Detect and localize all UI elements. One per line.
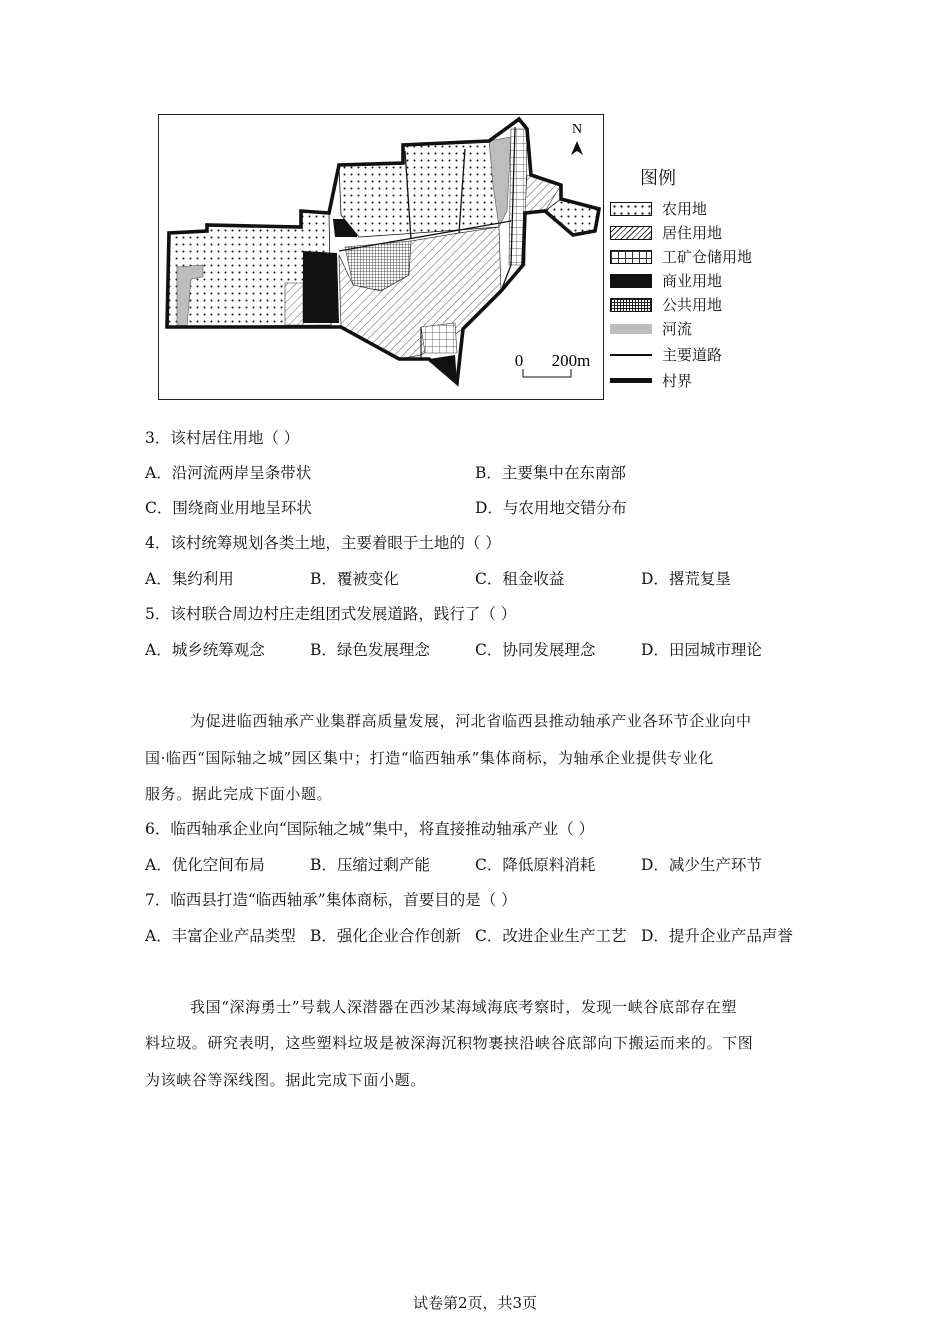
industrial-south [421, 323, 457, 353]
passage1-line2: 国·临西“国际轴之城”园区集中；打造“临西轴承”集体商标，为轴承企业提供专业化 [145, 749, 714, 767]
passage1-line1: 为促进临西轴承产业集群高质量发展，河北省临西县推动轴承产业各环节企业向中 [190, 712, 752, 730]
dotted-swatch-icon [610, 202, 652, 216]
q7-option-a: A．丰富企业产品类型 [145, 927, 296, 945]
q5-option-b: B．绿色发展理念 [310, 641, 430, 659]
q6-stem: 6．临西轴承企业向“国际轴之城”集中，将直接推动轴承产业（ ） [145, 820, 595, 838]
scale-bar [523, 369, 571, 377]
passage2-line3: 为该峡谷等深线图。据此完成下面小题。 [145, 1071, 426, 1089]
q3-option-d: D．与农用地交错分布 [475, 499, 627, 517]
q6-option-b: B．压缩过剩产能 [310, 856, 430, 874]
farmland-north [339, 141, 503, 237]
thin-line-swatch-icon [610, 354, 652, 356]
dense-grid-swatch-icon [610, 298, 652, 312]
q5-stem: 5．该村联合周边村庄走组团式发展道路，践行了（ ） [145, 605, 517, 623]
q4-option-a: A．集约利用 [145, 570, 234, 588]
q6-option-a: A．优化空间布局 [145, 856, 265, 874]
q4-option-d: D．撂荒复垦 [641, 570, 731, 588]
q7-stem: 7．临西县打造“临西轴承”集体商标，首要目的是（ ） [145, 891, 517, 909]
q5-option-a: A．城乡统筹观念 [145, 641, 265, 659]
q4-option-c: C．租金收益 [475, 570, 565, 588]
q5-option-c: C．协同发展理念 [475, 641, 596, 659]
land-use-map [158, 114, 604, 400]
residential-west [285, 283, 303, 325]
q6-option-d: D．减少生产环节 [641, 856, 762, 874]
q3-option-b: B．主要集中在东南部 [475, 464, 626, 482]
q6-option-c: C．降低原料消耗 [475, 856, 596, 874]
q5-option-d: D．田园城市理论 [641, 641, 762, 659]
q3-stem: 3．该村居住用地（ ） [145, 429, 300, 447]
q7-option-c: C．改进企业生产工艺 [475, 927, 627, 945]
thick-line-swatch-icon [610, 378, 652, 383]
q3-option-a: A．沿河流两岸呈条带状 [145, 464, 312, 482]
grid-swatch-icon [610, 250, 652, 264]
q3-option-c: C．围绕商业用地呈环状 [145, 499, 312, 517]
hatched-swatch-icon [610, 226, 652, 240]
north-arrow-icon [571, 141, 583, 155]
passage2-line2: 料垃圾。研究表明，这些塑料垃圾是被深海沉积物裹挟沿峡谷底部向下搬运而来的。下图 [145, 1034, 754, 1052]
commercial-block [303, 251, 339, 323]
q7-option-b: B．强化企业合作创新 [310, 927, 461, 945]
q4-option-b: B．覆被变化 [310, 570, 399, 588]
q7-option-d: D．提升企业产品声誉 [641, 927, 793, 945]
solid-black-swatch-icon [610, 274, 652, 288]
passage2-line1: 我国“深海勇士”号载人深潜器在西沙某海域海底考察时，发现一峡谷底部存在塑 [190, 998, 737, 1016]
page-footer: 试卷第2页，共3页 [412, 1294, 538, 1312]
gray-band-swatch-icon [610, 324, 652, 334]
q4-stem: 4．该村统筹规划各类土地，主要着眼于土地的（ ） [145, 534, 501, 552]
passage1-line3: 服务。据此完成下面小题。 [145, 785, 333, 803]
scale-start: 0 [514, 351, 524, 370]
scale-end: 200m [551, 351, 591, 370]
legend-title: 图例 [640, 168, 676, 189]
north-label: N [571, 122, 583, 137]
land-use-map-graphic [159, 115, 605, 401]
